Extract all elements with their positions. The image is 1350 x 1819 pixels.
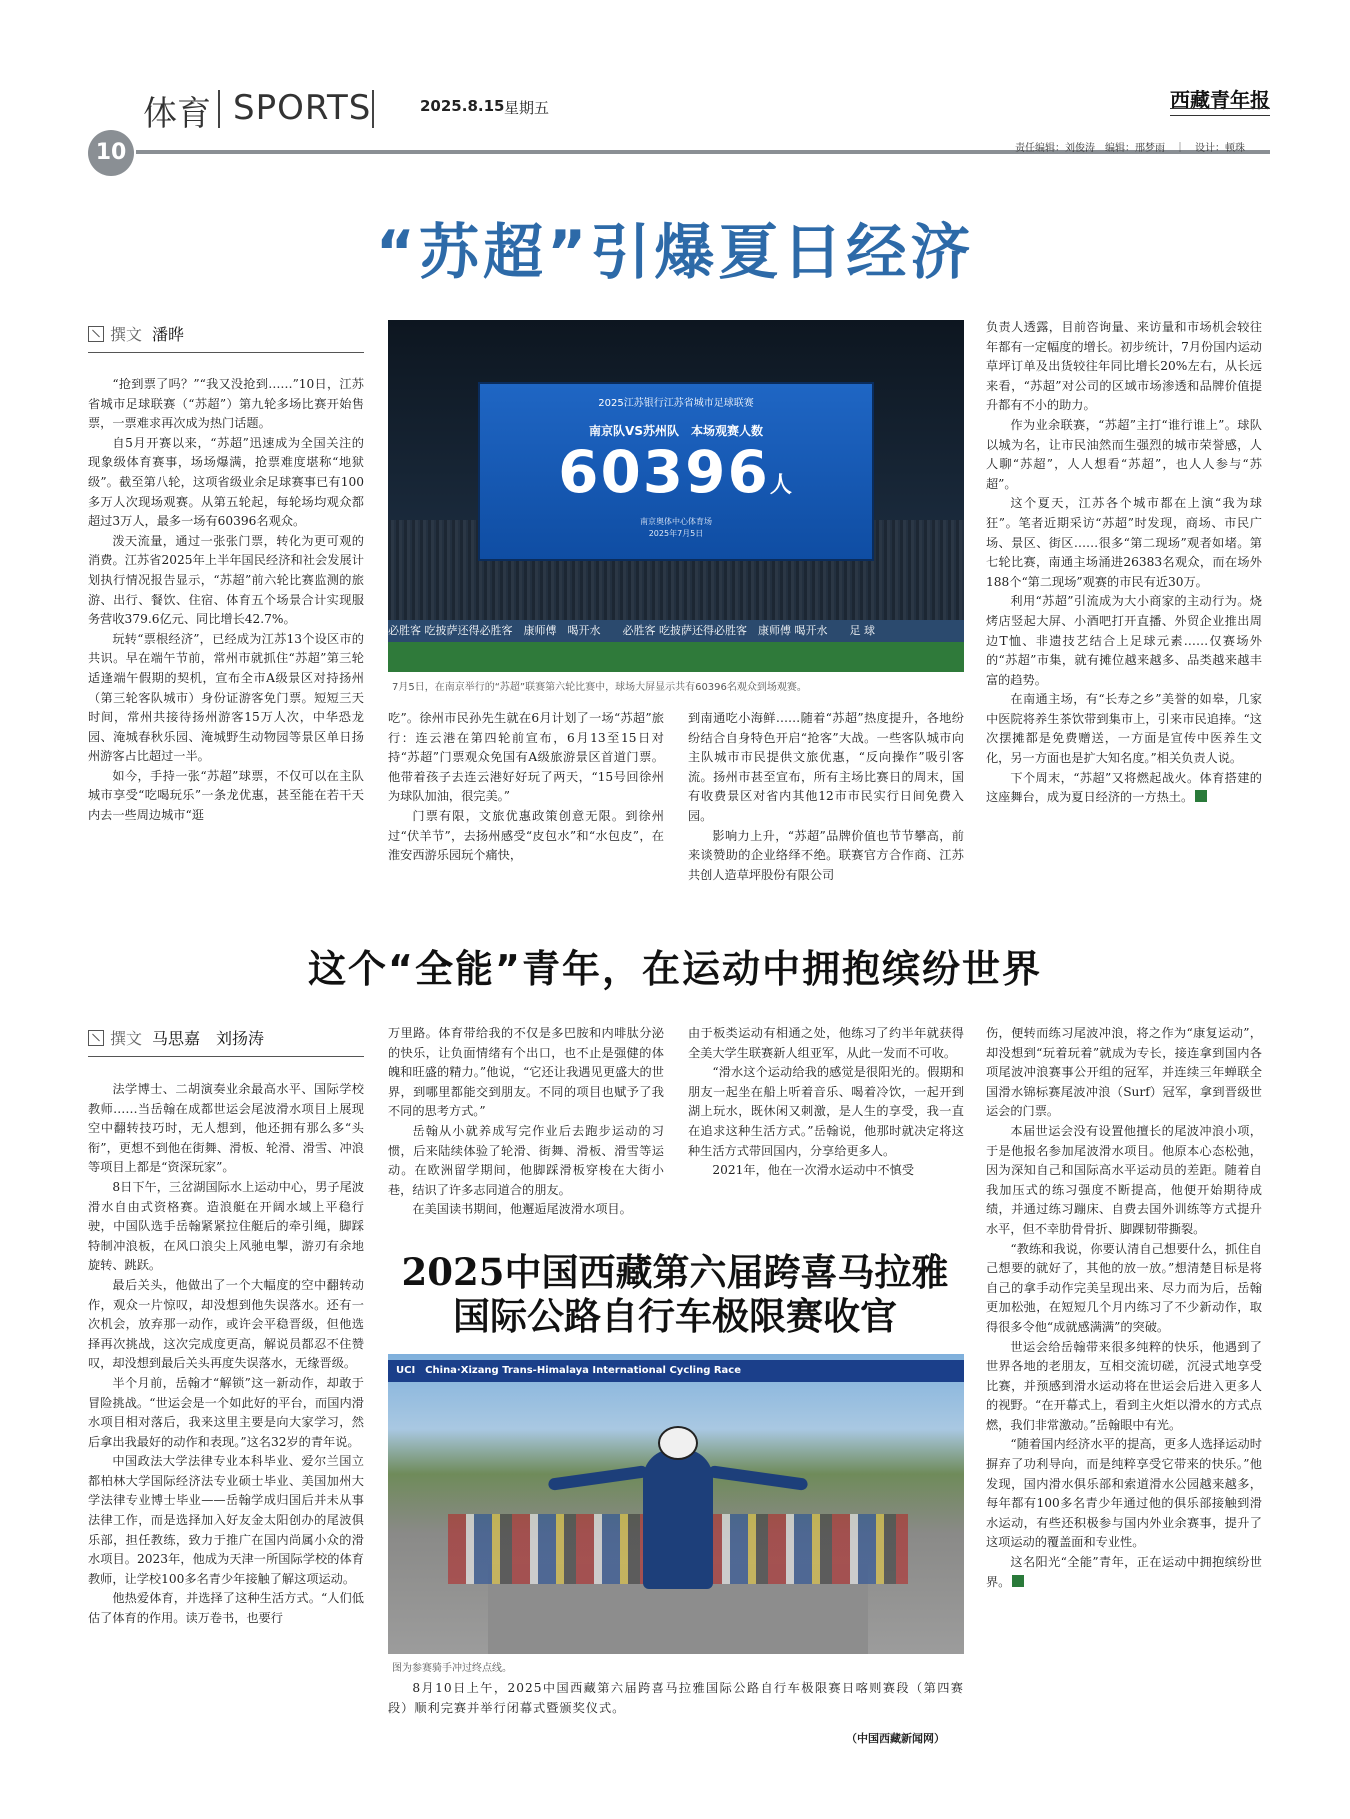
paragraph: “抢到票了吗？”“我又没抢到……”10日，江苏省城市足球联赛（“苏超”）第九轮多场比赛开始售票，一票难求再次成为热门话题。 bbox=[88, 377, 364, 431]
article3-photo-caption: 图为参赛骑手冲过终点线。 bbox=[392, 1663, 512, 1674]
article2-byline bbox=[88, 1026, 364, 1057]
article1-column-3 bbox=[688, 709, 964, 885]
logo-underline bbox=[1170, 108, 1270, 116]
paragraph: 这个夏天，江苏各个城市都在上演“我为球狂”。笔者近期采访“苏超”时发现，商场、市民广场、景区、街区……很多“第二现场”观者如堵。第七轮比赛，南通主场涌进26383名观众，而在场外188个“第二现场”观赛的市民有近30万。 bbox=[986, 496, 1262, 589]
paragraph: 在美国读书期间，他邂逅尾波滑水项目。 bbox=[412, 1202, 632, 1217]
article2-headline: 这个“全能”青年，在运动中拥抱缤纷世界 bbox=[308, 947, 1042, 991]
headline-line-2: 国际公路自行车极限赛收官 bbox=[453, 1294, 897, 1338]
screen-subtitle: 南京队VS苏州队 本场观赛人数 bbox=[589, 424, 763, 438]
rider-helmet bbox=[658, 1426, 698, 1460]
paragraph: 在南通主场，有“长寿之乡”美誉的如皋，几家中医院将养生茶饮带到集市上，引来市民追捧。“这次摆摊都是免费赠送，一方面是宣传中医养生文化，另一方面也是扩大知名度。”相关负责人说。 bbox=[986, 692, 1262, 766]
paragraph: 最后关头，他做出了一个大幅度的空中翻转动作，观众一片惊叹，却没想到他失误落水。还有一次机会，放弃那一动作，或许会平稳晋级，但他选择再次挑战，这次完成度更高，解说员都忍不住赞叹，却没想到最后关头再度失误落水，无缘晋级。 bbox=[88, 1277, 364, 1371]
attendance-value: 60396 bbox=[558, 438, 770, 506]
pitch bbox=[388, 642, 964, 672]
paragraph: 泼天流量，通过一张张门票，转化为更可观的消费。江苏省2025年上半年国民经济和社会发展计划执行情况报告显示，“苏超”前六轮比赛监测的旅游、出行、餐饮、住宿、体育五个场景合计实现服务营收379.6亿元、同比增长42.7%。 bbox=[88, 533, 364, 627]
paragraph: “教练和我说，你要认清自己想要什么，抓住自己想要的就好了，其他的放一放。”想清楚目标是将自己的拿手动作完美呈现出来、尽力而为后，岳翰更加松弛，在短短几个月内练习了不少新动作，取得很多令他“成就感满满”的突破。 bbox=[986, 1241, 1262, 1334]
attendance-unit: 人 bbox=[769, 473, 794, 498]
pen-icon bbox=[88, 326, 104, 342]
attendance-number bbox=[480, 438, 872, 506]
byline-label: 撰文 bbox=[110, 1029, 143, 1048]
paragraph bbox=[986, 1553, 1262, 1592]
article3-photo bbox=[388, 1354, 964, 1654]
paragraph: 万里路。体育带给我的不仅是多巴胺和内啡肽分泌的快乐，让负面情绪有个出口，也不止是强健的体魄和旺盛的精力。”他说，“它还让我遇见更盛大的世界，到哪里都能交到朋友。不同的项目也赋予了我不同的思考方式。” bbox=[388, 1026, 664, 1119]
paragraph: 他热爱体育，并选择了这种生活方式。“人们低估了体育的作用。读万卷书，也要行 bbox=[88, 1591, 364, 1626]
paragraph: 到南通吃小海鲜……随着“苏超”热度提升，各地纷纷结合自身特色开启“抢客”大战。一些客队城市向主队城市市民提供文旅优惠，“反向操作”吸引客流。扬州市甚至宣布，所有主场比赛日的周末，国有收费景区对省内其他12市市民实行日间免费入园。 bbox=[688, 711, 964, 823]
paragraph-text: 这名阳光“全能”青年，正在运动中拥抱缤纷世界。 bbox=[986, 1555, 1262, 1589]
paragraph: 自5月开赛以来，“苏超”迅速成为全国关注的现象级体育赛事，场场爆满，抢票难度堪称“地狱级”。截至第八轮，这项省级业余足球赛事已有100多万人次现场观赛。从第五轮起，每轮场均观众都超过3万人，最多一场有60396名观众。 bbox=[88, 435, 364, 529]
page-number: 10 bbox=[88, 130, 134, 176]
paragraph: 如今，手持一张“苏超”球票，不仅可以在主队城市享受“吃喝玩乐”一条龙优惠，甚至能在若干天内去一些周边城市“逛 bbox=[88, 768, 364, 823]
article3-headline bbox=[385, 1250, 965, 1338]
section-divider bbox=[218, 90, 220, 128]
paragraph: 2021年，他在一次滑水运动中不慎受 bbox=[712, 1163, 915, 1178]
article1-column-1 bbox=[88, 375, 364, 826]
article1-photo bbox=[388, 320, 964, 672]
screen-title: 2025江苏银行江苏省城市足球联赛 bbox=[598, 398, 754, 409]
paragraph: 法学博士、二胡演奏业余最高水平、国际学校教师……当岳翰在成都世运会尾波滑水项目上展现空中翻转技巧时，无人想到，他还拥有那么多“头衔”，更想不到他在街舞、滑板、轮滑、滑雪、冲浪等项目上都是“资深玩家”。 bbox=[88, 1082, 364, 1175]
winning-rider bbox=[643, 1449, 713, 1589]
paragraph: 岳翰从小就养成写完作业后去跑步运动的习惯，后来陆续体验了轮滑、街舞、滑板、滑雪等运动。在欧洲留学期间，他脚踩滑板穿梭在大街小巷，结识了许多志同道合的朋友。 bbox=[388, 1123, 664, 1197]
paragraph: 利用“苏超”引流成为大小商家的主动行为。烧烤店竖起大屏、小酒吧打开直播、外贸企业推出周边T恤、非遗技艺结合上足球元素……仅赛场外的“苏超”市集，就有摊位越来越多、品类越来越丰富的趋势。 bbox=[986, 594, 1262, 687]
paragraph: 8日下午，三岔湖国际水上运动中心，男子尾波滑水自由式资格赛。造浪艇在开阔水域上平稳行驶，中国队选手岳翰紧紧拉住艇后的牵引绳，脚踩特制冲浪板，在风口浪尖上风驰电掣，游刃有余地旋转、跳跃。 bbox=[88, 1179, 364, 1273]
article2-column-4 bbox=[986, 1024, 1262, 1592]
issue-date: 2025.8.15 bbox=[420, 97, 505, 115]
paragraph: 中国政法大学法律专业本科毕业、爱尔兰国立都柏林大学国际经济法专业硕士毕业、美国加州大学法律专业博士毕业——岳翰学成归国后并未从事法律工作，而是选择加入好友金太阳创办的尾波俱乐部，担任教练，致力于推广在国内尚属小众的滑水项目。2023年，他成为天津一所国际学校的体育教师，让学校100多名青少年接触了解这项运动。 bbox=[88, 1454, 364, 1586]
article3-body: 8月10日上午，2025中国西藏第六届跨喜马拉雅国际公路自行车极限赛日喀则赛段（第四赛段）顺利完赛并举行闭幕式暨颁奖仪式。 bbox=[388, 1681, 964, 1715]
section-divider-2 bbox=[372, 90, 374, 128]
article2-column-1 bbox=[88, 1080, 364, 1629]
section-name-cn: 体育 bbox=[143, 94, 211, 134]
headline-line-1: 2025中国西藏第六届跨喜马拉雅 bbox=[401, 1250, 949, 1294]
article1-headline: “苏超”引爆夏日经济 bbox=[375, 218, 975, 288]
end-mark-icon bbox=[1012, 1575, 1024, 1587]
paragraph-text: 下个周末，“苏超”又将燃起战火。体育搭建的这座舞台，成为夏日经济的一方热土。 bbox=[986, 770, 1262, 805]
pitch-advertising: 必胜客 吃披萨还得必胜客 康师傅 喝开水 必胜客 吃披萨还得必胜客 康师傅 喝开水 足 球 bbox=[388, 620, 964, 642]
paragraph: 作为业余联赛，“苏超”主打“谁行谁上”。球队以城为名，让市民油然而生强烈的城市荣誉感，人人聊“苏超”，人人想看“苏超”，也人人参与“苏超”。 bbox=[986, 417, 1262, 491]
paragraph: 吃”。徐州市民孙先生就在6月计划了一场“苏超”旅行：连云港在第四轮前宣布，6月13至15日对持“苏超”门票观众免国有A级旅游景区首道门票。他带着孩子去连云港好好玩了两天，“15号回徐州为球队加油，很完美。” bbox=[388, 711, 664, 804]
race-banner: UCI China·Xizang Trans-Himalaya International Cycling Race bbox=[388, 1360, 964, 1382]
paragraph: 影响力上升，“苏超”品牌价值也节节攀高，前来谈赞助的企业络绎不绝。联赛官方合作商、江苏共创人造草坪股份有限公司 bbox=[688, 828, 964, 882]
article1-photo-caption: 7月5日，在南京举行的“苏超”联赛第六轮比赛中，球场大屏显示共有60396名观众到场观赛。 bbox=[392, 682, 807, 693]
paragraph: “滑水这个运动给我的感觉是很阳光的。假期和朋友一起坐在船上听着音乐、喝着冷饮，一起开到湖上玩水，既休闲又刺激，是人生的享受，我一直在追求这种生活方式。”岳翰说，他那时就决定将这种生活方式带回国内，分享给更多人。 bbox=[688, 1065, 964, 1158]
paragraph bbox=[986, 769, 1262, 808]
pen-icon bbox=[88, 1030, 104, 1046]
newspaper-logo: 西藏青年报 bbox=[1170, 88, 1270, 112]
article2-column-2 bbox=[388, 1024, 664, 1220]
byline-label: 撰文 bbox=[110, 325, 143, 344]
paragraph: 世运会给岳翰带来很多纯粹的快乐，他遇到了世界各地的老朋友，互相交流切磋，沉浸式地享受比赛，并预感到滑水运动将在世运会后进入更多人的视野。“在开幕式上，看到主火炬以滑水的方式点燃，我们非常激动。”岳翰眼中有光。 bbox=[986, 1339, 1262, 1432]
paragraph: 门票有限，文旅优惠政策创意无限。到徐州过“伏羊节”，去扬州感受“皮包水”和“水包皮”，在淮安西游乐园玩个痛快， bbox=[388, 808, 664, 863]
byline-author: 潘晔 bbox=[152, 325, 185, 344]
paragraph: 伤，便转而练习尾波冲浪，将之作为“康复运动”，却没想到“玩着玩着”就成为专长，接连拿到国内各项尾波冲浪赛事公开组的冠军，并连续三年蝉联全国滑水锦标赛尾波冲浪（Surf）冠军，拿到晋级世运会的门票。 bbox=[986, 1026, 1262, 1119]
issue-weekday: 星期五 bbox=[504, 99, 550, 117]
byline-author: 马思嘉 刘扬涛 bbox=[152, 1029, 265, 1048]
article1-column-4 bbox=[986, 318, 1262, 808]
paragraph: 玩转“票根经济”，已经成为江苏13个设区市的共识。早在端午节前，常州市就抓住“苏超”第三轮适逢端午假期的契机，宣布全市A级景区对持扬州（第三轮客队城市）身份证游客免门票。短短三天时间，常州共接待扬州游客15万人次，中华恐龙园、淹城春秋乐园、淹城野生动物园等景区单日扬州游客占比超过一半。 bbox=[88, 631, 364, 764]
rider-arm-right bbox=[708, 1465, 809, 1491]
article2-column-3 bbox=[688, 1024, 964, 1181]
paragraph: 半个月前，岳翰才“解锁”这一新动作，却敢于冒险挑战。“世运会是一个如此好的平台，而国内滑水项目相对落后，我来这里主要是向大家学习，然后拿出我最好的动作和表现。”这名32岁的青年说。 bbox=[88, 1375, 364, 1449]
section-name-en: SPORTS bbox=[233, 88, 372, 128]
stadium-screen bbox=[478, 382, 874, 561]
article1-column-2 bbox=[388, 709, 664, 866]
paragraph: 由于板类运动有相通之处，他练习了约半年就获得全美大学生联赛新人组亚军，从此一发而不可收。 bbox=[688, 1026, 964, 1060]
paragraph: 负责人透露，目前咨询量、来访量和市场机会较往年都有一定幅度的增长。初步统计，7月份国内运动草坪订单及出货较往年同比增长20%左右，从长远来看，“苏超”对公司的区域市场渗透和品牌价值提升都有不小的助力。 bbox=[986, 320, 1262, 413]
rider-arm-left bbox=[548, 1465, 649, 1491]
article3-source: （中国西藏新闻网） bbox=[846, 1732, 945, 1745]
paragraph: “随着国内经济水平的提高，更多人选择运动时摒弃了功利导向，而是纯粹享受它带来的快乐。”他发现，国内滑水俱乐部和索道滑水公园越来越多，每年都有100多名青少年通过他的俱乐部接触到滑水运动，有些还积极参与国内外业余赛事，提升了这项运动的覆盖面和专业性。 bbox=[986, 1437, 1262, 1550]
editors-credit: 责任编辑：刘俊涛 编辑：邢梦雨 ｜ 设计：顿珠 bbox=[1015, 143, 1245, 154]
paragraph: 本届世运会没有设置他擅长的尾波冲浪小项，于是他报名参加尾波滑水项目。他原本心态松弛，因为深知自己和国际高水平运动员的差距。随着自我加压式的练习强度不断提高，他便开始期待成绩，并通过练习蹦床、自费去国外训练等方式提升水平，但不幸肋骨骨折、脚踝韧带撕裂。 bbox=[986, 1123, 1262, 1236]
screen-footer: 南京奥体中心体育场 2025年7月5日 bbox=[640, 517, 712, 538]
article1-byline bbox=[88, 322, 364, 353]
end-mark-icon bbox=[1195, 790, 1207, 802]
